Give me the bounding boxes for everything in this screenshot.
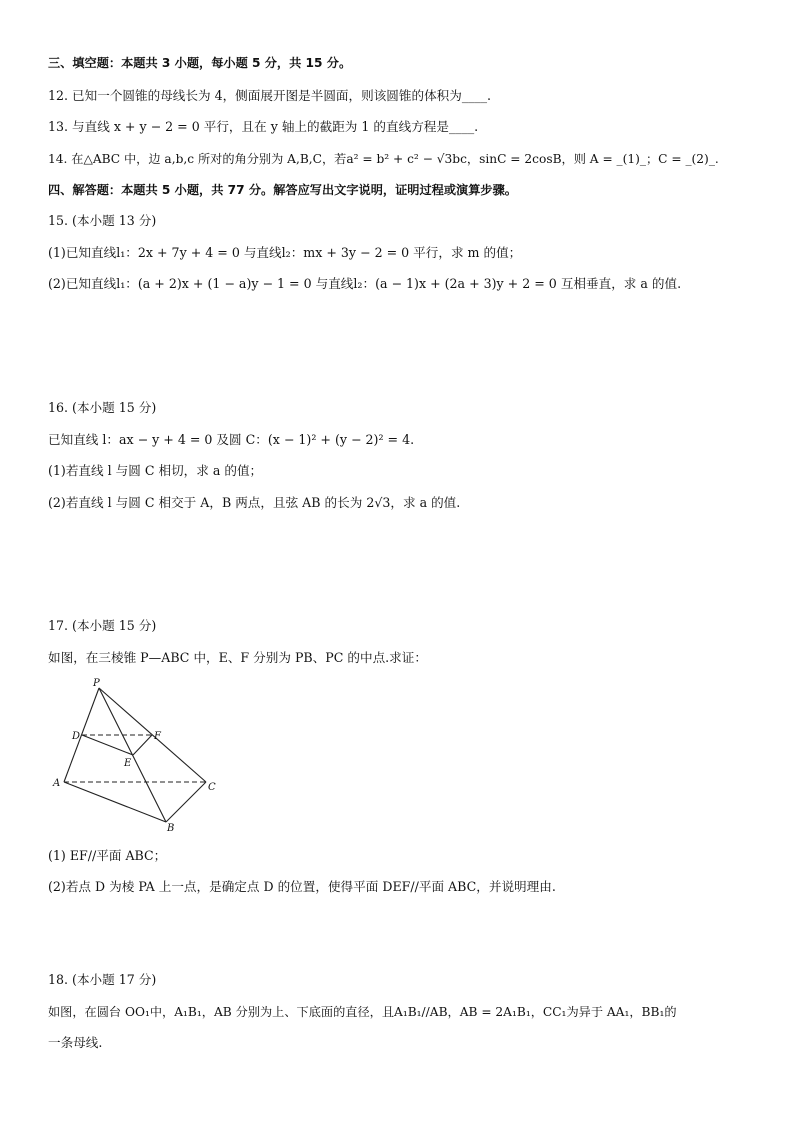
question-12: 12. 已知一个圆锥的母线长为 4，侧面展开图是半圆面，则该圆锥的体积为____. [48,88,492,103]
edge-DE [82,735,133,755]
question-18-header: 18. (本小题 17 分) [48,972,157,987]
question-17-stem: 如图，在三棱锥 P—ABC 中，E、F 分别为 PB、PC 的中点.求证： [48,650,427,665]
question-13: 13. 与直线 x + y − 2 = 0 平行，且在 y 轴上的截距为 1 的直线方程是____. [48,119,479,134]
question-17-part-2: (2)若点 D 为棱 PA 上一点，是确定点 D 的位置，使得平面 DEF//平面 ABC，并说明理由. [48,879,556,894]
label-A: A [53,778,61,789]
section-3-title: 三、填空题：本题共 3 小题，每小题 5 分，共 15 分。 [48,56,352,70]
section-4-title: 四、解答题：本题共 5 小题，共 77 分。解答应写出文字说明，证明过程或演算步骤。 [48,183,517,197]
label-B: B [167,823,175,834]
tetrahedron-figure [48,676,228,836]
question-17-header: 17. (本小题 15 分) [48,618,157,633]
label-F: F [154,731,161,742]
label-P: P [93,678,100,689]
question-16-part-1: (1)若直线 l 与圆 C 相切，求 a 的值； [48,463,263,478]
question-15-part-1: (1)已知直线l₁：2x + 7y + 4 = 0 与直线l₂：mx + 3y − 2 = 0 平行，求 m 的值； [48,245,522,260]
label-E: E [124,758,132,769]
question-15-header: 15. (本小题 13 分) [48,213,157,228]
question-14: 14. 在△ABC 中，边 a,b,c 所对的角分别为 A,B,C，若a² = b² + c² − √3bc，sinC = 2cosB，则 A = _(1)_；C = _(2)_. [48,152,719,166]
question-16-header: 16. (本小题 15 分) [48,400,157,415]
edge-AB [64,782,166,822]
question-18-stem-line-2: 一条母线. [48,1035,103,1050]
question-18-stem-line-1: 如图，在圆台 OO₁中，A₁B₁，AB 分别为上、下底面的直径，且A₁B₁//AB，AB = 2A₁B₁，CC₁为异于 AA₁，BB₁的 [48,1005,677,1019]
edge-BC [166,782,206,822]
label-D: D [72,731,81,742]
question-16-part-2: (2)若直线 l 与圆 C 相交于 A，B 两点，且弦 AB 的长为 2√3，求 a 的值. [48,495,461,510]
question-17-part-1: (1) EF//平面 ABC； [48,848,167,863]
label-C: C [208,782,216,793]
edge-EF [133,735,152,755]
question-16-stem: 已知直线 l：ax − y + 4 = 0 及圆 C：(x − 1)² + (y − 2)² = 4. [48,432,415,447]
question-15-part-2: (2)已知直线l₁：(a + 2)x + (1 − a)y − 1 = 0 与直线l₂：(a − 1)x + (2a + 3)y + 2 = 0 互相垂直，求 a 的值. [48,276,682,291]
